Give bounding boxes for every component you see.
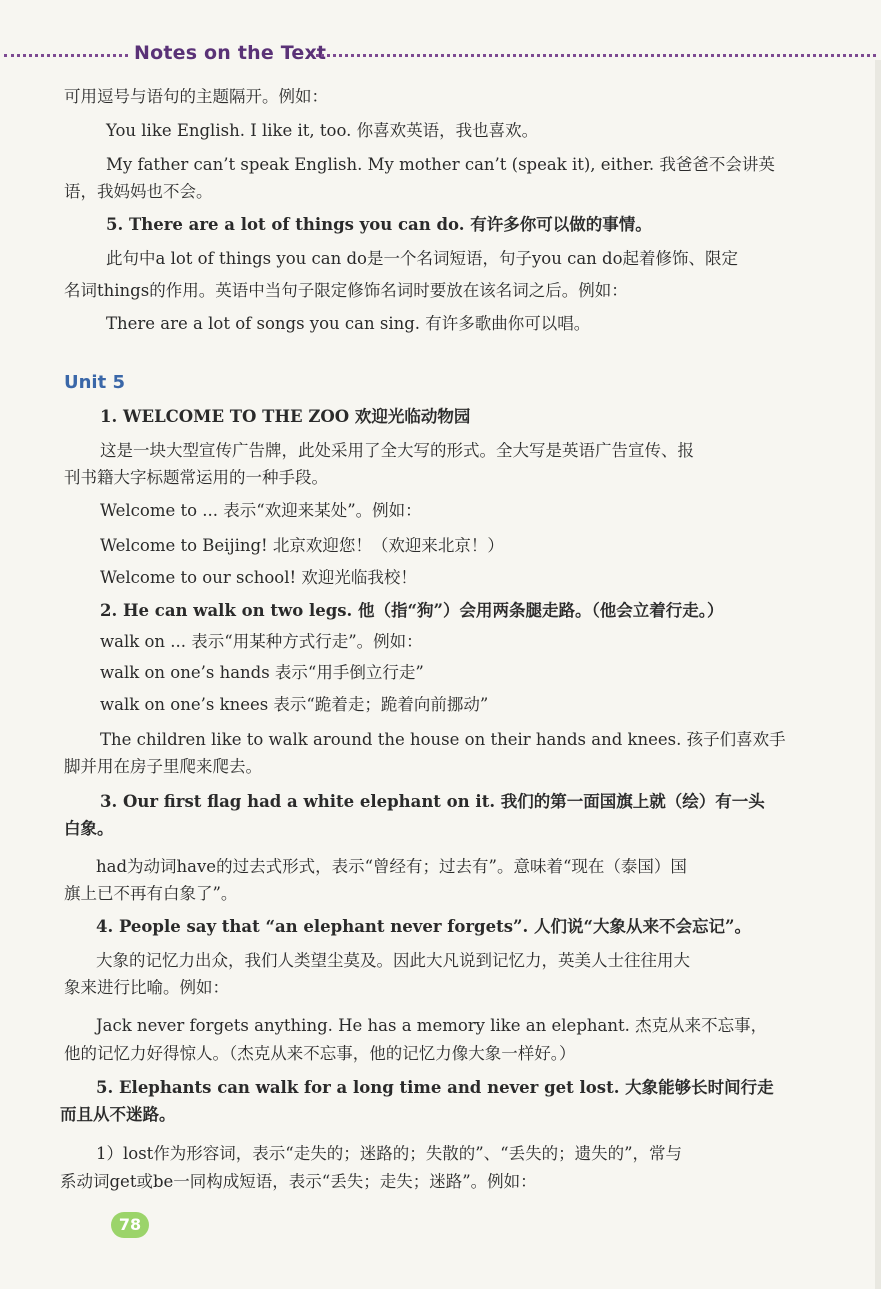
note-heading-3: 3. Our first flag had a white elephant on it. 我们的第一面国旗上就（绘）有一头 xyxy=(100,792,765,811)
text-line: 此句中a lot of things you can do是一个名词短语，句子you can do起着修饰、限定 xyxy=(106,249,739,268)
note-heading-5: 5. Elephants can walk for a long time and never get lost. 大象能够长时间行走 xyxy=(96,1078,774,1097)
page-number-badge: 78 xyxy=(111,1212,149,1238)
text-line: 这是一块大型宣传广告牌，此处采用了全大写的形式。全大写是英语广告宣传、报 xyxy=(100,441,694,460)
unit-title: Unit 5 xyxy=(64,372,125,393)
text-line: had为动词have的过去式形式，表示“曾经有；过去有”。意味着“现在（泰国）国 xyxy=(96,857,687,876)
note-heading-2: 2. He can walk on two legs. 他（指“狗”）会用两条腿走路。（他会立着行走。） xyxy=(100,601,724,620)
text-line: Welcome to ... 表示“欢迎来某处”。例如： xyxy=(100,501,422,520)
example-line: Welcome to our school! 欢迎光临我校！ xyxy=(100,568,417,587)
page-edge-shade xyxy=(875,60,881,1289)
text-line: 系动词get或be一同构成短语，表示“丢失；走失；迷路”。例如： xyxy=(60,1172,537,1191)
text-line: 刊书籍大字标题常运用的一种手段。 xyxy=(64,468,328,487)
header-bar xyxy=(0,42,881,68)
text-line: 可用逗号与语句的主题隔开。例如： xyxy=(64,87,328,106)
text-line: 名词things的作用。英语中当句子限定修饰名词时要放在该名词之后。例如： xyxy=(64,281,628,300)
note-heading-5: 5. There are a lot of things you can do. 有许多你可以做的事情。 xyxy=(106,215,652,234)
header-title: Notes on the Text xyxy=(134,42,327,64)
text-line: 他的记忆力好得惊人。（杰克从来不忘事，他的记忆力像大象一样好。） xyxy=(64,1044,576,1063)
text-line: 旗上已不再有白象了”。 xyxy=(64,884,238,903)
example-line: The children like to walk around the house on their hands and knees. 孩子们喜欢手 xyxy=(100,730,786,749)
example-line: You like English. I like it, too. 你喜欢英语，我也喜欢。 xyxy=(106,121,539,140)
example-line: My father can’t speak English. My mother can’t (speak it), either. 我爸爸不会讲英 xyxy=(106,155,775,174)
dotted-rule-left xyxy=(4,54,128,57)
note-heading-4: 4. People say that “an elephant never forgets”. 人们说“大象从来不会忘记”。 xyxy=(96,917,751,936)
example-line: Welcome to Beijing! 北京欢迎您！（欢迎来北京！） xyxy=(100,536,504,555)
top-strip xyxy=(0,0,881,36)
text-line: 1）lost作为形容词，表示“走失的；迷路的；失散的”、“丢失的；遗失的”，常与 xyxy=(96,1144,683,1163)
example-line: walk on one’s knees 表示“跪着走；跪着向前挪动” xyxy=(100,695,489,714)
example-line: There are a lot of songs you can sing. 有许多歌曲你可以唱。 xyxy=(106,314,591,333)
dotted-rule-right xyxy=(316,54,876,57)
note-heading-3-cont: 白象。 xyxy=(64,819,114,838)
text-line: 脚并用在房子里爬来爬去。 xyxy=(64,757,262,776)
example-line: Jack never forgets anything. He has a memory like an elephant. 杰克从来不忘事， xyxy=(96,1016,768,1035)
text-line: 大象的记忆力出众，我们人类望尘莫及。因此大凡说到记忆力，英美人士往往用大 xyxy=(96,951,690,970)
example-line: walk on one’s hands 表示“用手倒立行走” xyxy=(100,663,424,682)
text-line: 语，我妈妈也不会。 xyxy=(64,182,213,201)
note-heading-5-cont: 而且从不迷路。 xyxy=(60,1105,176,1124)
text-line: walk on ... 表示“用某种方式行走”。例如： xyxy=(100,632,423,651)
note-heading-1: 1. WELCOME TO THE ZOO 欢迎光临动物园 xyxy=(100,407,471,426)
text-line: 象来进行比喻。例如： xyxy=(64,978,229,997)
